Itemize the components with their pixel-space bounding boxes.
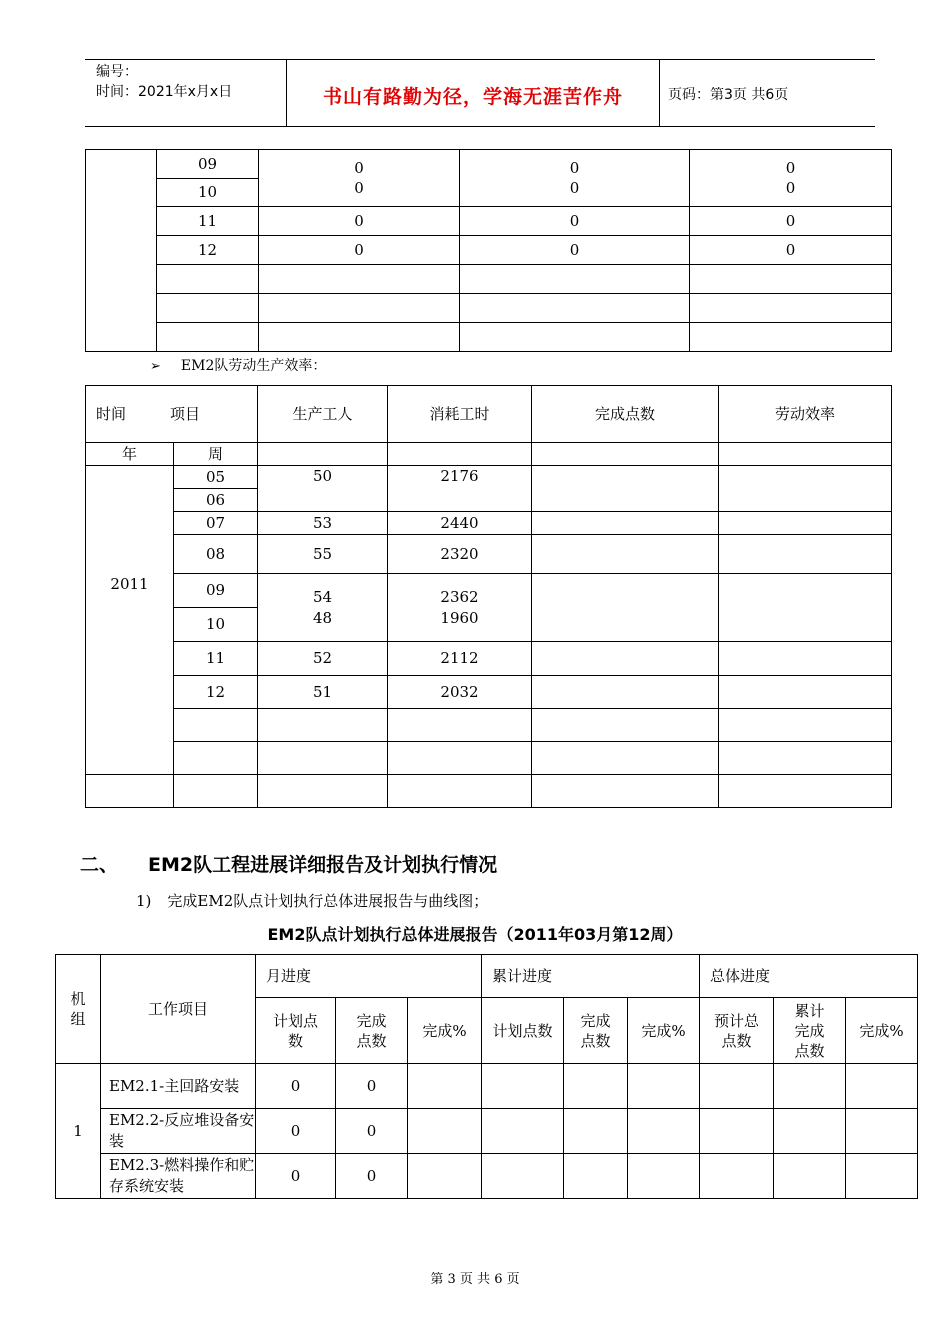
empty-cell (700, 1064, 774, 1109)
empty-cell (460, 323, 690, 352)
hours-cell: 2112 (388, 642, 532, 676)
hours-cell: 2176 (388, 466, 532, 512)
header-hours: 消耗工时 (388, 386, 532, 443)
week-cell: 09 (174, 574, 258, 608)
empty-cell (700, 1154, 774, 1199)
report-title: EM2队点计划执行总体进展报告（2011年03月第12周） (267, 925, 683, 944)
plan-cell: 0 (256, 1154, 336, 1199)
empty-cell (259, 294, 460, 323)
workers-cell: 55 (258, 535, 388, 574)
done-cell: 0 (336, 1109, 408, 1154)
empty-cell (157, 265, 259, 294)
work-item: EM2.1-主回路安装 (101, 1064, 256, 1109)
hours-value: 1960 (440, 608, 479, 627)
week-cell: 10 (197, 183, 218, 201)
empty-cell (174, 709, 258, 742)
hours-cell: 2440 (388, 512, 532, 535)
header-workers: 生产工人 (258, 386, 388, 443)
header-done-pct: 完成% (846, 998, 918, 1064)
empty-cell (258, 443, 388, 466)
week-cell: 07 (174, 512, 258, 535)
header-item: 项目 (170, 404, 201, 423)
value-cell: 0 (259, 207, 460, 236)
section-heading (80, 850, 497, 877)
empty-cell (460, 265, 690, 294)
empty-cell (532, 642, 719, 676)
empty-cell (628, 1109, 700, 1154)
header-est-total: 预计总点数 (700, 998, 774, 1064)
table-cell (259, 150, 460, 207)
empty-cell (564, 1064, 628, 1109)
header-bottom-rule (85, 126, 875, 127)
header-points: 完成点数 (532, 386, 719, 443)
unit-number: 1 (56, 1064, 101, 1199)
empty-cell (532, 512, 719, 535)
empty-cell (259, 323, 460, 352)
labor-title: EM2队劳动生产效率： (180, 358, 327, 374)
value-cell: 0 (354, 159, 364, 177)
empty-cell (700, 1109, 774, 1154)
progress-report-table (55, 954, 918, 1199)
header-overall: 总体进度 (700, 955, 918, 998)
empty-cell (719, 512, 892, 535)
header-unit (56, 955, 101, 1064)
plan-cell: 0 (256, 1064, 336, 1109)
header-meta (96, 62, 232, 102)
workers-cell: 51 (258, 676, 388, 709)
header-page-info: 页码：第3页 共6页 (668, 87, 789, 103)
header-monthly: 月进度 (256, 955, 482, 998)
empty-cell (408, 1064, 482, 1109)
header-efficiency: 劳动效率 (719, 386, 892, 443)
workers-cell (258, 574, 388, 642)
empty-cell (258, 709, 388, 742)
header-year: 年 (86, 443, 174, 466)
empty-cell (719, 443, 892, 466)
value-cell: 0 (460, 236, 690, 265)
empty-cell (460, 294, 690, 323)
workers-cell: 52 (258, 642, 388, 676)
empty-cell (719, 535, 892, 574)
week-cell: 12 (157, 236, 259, 265)
week-cell: 05 (174, 466, 258, 489)
week-cell: 06 (174, 489, 258, 512)
page-footer: 第 3 页 共 6 页 (430, 1272, 520, 1287)
empty-cell (532, 709, 719, 742)
header-time: 时间 (96, 404, 127, 423)
empty-cell (174, 742, 258, 775)
empty-cell (564, 1109, 628, 1154)
empty-cell (532, 742, 719, 775)
empty-cell (690, 323, 892, 352)
header-motto: 书山有路勤为径，学海无涯苦作舟 (322, 86, 623, 108)
table-cell (157, 150, 259, 207)
empty-cell (719, 709, 892, 742)
header-top-rule (85, 59, 875, 60)
value-cell: 0 (259, 236, 460, 265)
week-cell: 09 (157, 150, 258, 179)
empty-cell (719, 642, 892, 676)
sub-number: 1) (136, 892, 152, 910)
empty-cell (86, 775, 174, 808)
empty-cell (388, 709, 532, 742)
table-cell (86, 150, 157, 352)
empty-cell (258, 742, 388, 775)
value-cell: 0 (690, 207, 892, 236)
empty-cell (719, 742, 892, 775)
empty-cell (719, 466, 892, 512)
labor-heading (150, 355, 326, 375)
week-cell: 10 (174, 608, 258, 642)
header-done-points: 完成点数 (564, 998, 628, 1064)
empty-cell (532, 443, 719, 466)
section-number: 二、 (80, 854, 119, 876)
empty-cell (846, 1064, 918, 1109)
value-cell: 0 (785, 179, 796, 197)
empty-cell (774, 1064, 846, 1109)
header-week: 周 (174, 443, 258, 466)
header-plan-points: 计划点数 (482, 998, 564, 1064)
empty-cell (388, 775, 532, 808)
empty-cell (157, 294, 259, 323)
continued-table (85, 149, 892, 352)
empty-cell (388, 742, 532, 775)
empty-cell (564, 1154, 628, 1199)
empty-cell (846, 1109, 918, 1154)
hours-cell: 2032 (388, 676, 532, 709)
section-title: EM2队工程进展详细报告及计划执行情况 (148, 854, 498, 876)
empty-cell (174, 775, 258, 808)
value-cell: 0 (569, 179, 580, 197)
year-cell: 2011 (86, 466, 174, 775)
empty-cell (719, 676, 892, 709)
week-cell: 11 (157, 207, 259, 236)
hours-value: 2362 (440, 587, 479, 606)
empty-cell (774, 1154, 846, 1199)
header-cumulative: 累计进度 (482, 955, 700, 998)
workers-cell: 53 (258, 512, 388, 535)
hours-cell (388, 574, 532, 642)
empty-cell (532, 535, 719, 574)
empty-cell (846, 1154, 918, 1199)
week-cell: 12 (174, 676, 258, 709)
work-item: EM2.3-燃料操作和贮存系统安装 (101, 1154, 256, 1199)
empty-cell (628, 1064, 700, 1109)
done-cell: 0 (336, 1154, 408, 1199)
value-cell: 0 (785, 159, 796, 177)
sub-text: 完成EM2队点计划执行总体进展报告与曲线图； (167, 892, 489, 910)
header-divider (659, 59, 660, 127)
header-work-item: 工作项目 (101, 955, 256, 1064)
empty-cell (628, 1154, 700, 1199)
week-cell: 08 (174, 535, 258, 574)
work-item: EM2.2-反应堆设备安装 (101, 1109, 256, 1154)
header-time-item (86, 386, 258, 443)
labor-efficiency-table (85, 385, 892, 808)
header-done-pct: 完成% (628, 998, 700, 1064)
empty-cell (259, 265, 460, 294)
empty-cell (482, 1109, 564, 1154)
sub-heading (136, 890, 488, 911)
value-cell: 0 (460, 207, 690, 236)
value-cell: 0 (569, 159, 580, 177)
empty-cell (258, 775, 388, 808)
empty-cell (719, 775, 892, 808)
week-cell: 11 (174, 642, 258, 676)
empty-cell (532, 775, 719, 808)
header-plan-points: 计划点数 (256, 998, 336, 1064)
empty-cell (690, 294, 892, 323)
empty-cell (532, 466, 719, 512)
workers-cell: 50 (258, 466, 388, 512)
header-cum-done: 累计完成点数 (774, 998, 846, 1064)
empty-cell (388, 443, 532, 466)
done-cell: 0 (336, 1064, 408, 1109)
empty-cell (408, 1154, 482, 1199)
header-done-pct: 完成% (408, 998, 482, 1064)
value-cell: 0 (690, 236, 892, 265)
arrow-bullet-icon: ➢ (150, 359, 161, 374)
empty-cell (532, 676, 719, 709)
time-label: 时间：2021年x月x日 (96, 84, 233, 100)
table-cell (690, 150, 892, 207)
workers-value: 54 (312, 587, 333, 606)
empty-cell (532, 574, 719, 642)
serial-label: 编号： (96, 64, 138, 80)
empty-cell (408, 1109, 482, 1154)
empty-cell (690, 265, 892, 294)
empty-cell (482, 1154, 564, 1199)
empty-cell (774, 1109, 846, 1154)
header-unit-text: 机组 (70, 990, 86, 1028)
empty-cell (719, 574, 892, 642)
value-cell: 0 (354, 179, 364, 197)
empty-cell (482, 1064, 564, 1109)
header-done-points: 完成点数 (336, 998, 408, 1064)
table-cell (460, 150, 690, 207)
workers-value: 48 (312, 608, 333, 627)
hours-cell: 2320 (388, 535, 532, 574)
empty-cell (157, 323, 259, 352)
plan-cell: 0 (256, 1109, 336, 1154)
